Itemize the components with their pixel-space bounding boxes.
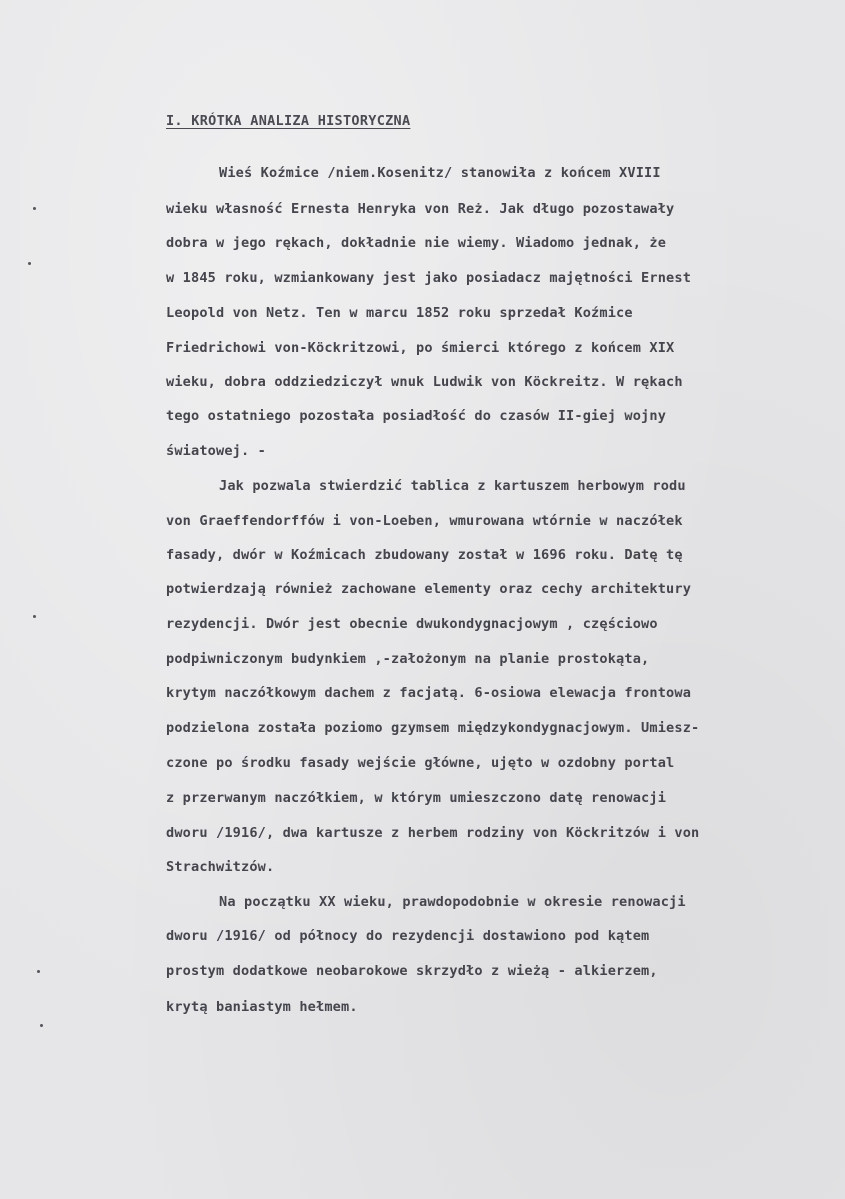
text-line: prostym dodatkowe neobarokowe skrzydło z wieżą - alkierzem, — [166, 963, 658, 979]
text-line: Na początku XX wieku, prawdopodobnie w okresie renowacji — [219, 894, 686, 910]
text-line: światowej. - — [166, 443, 267, 459]
margin-mark — [37, 970, 40, 973]
text-line: z przerwanym naczółkiem, w którym umieszczono datę renowacji — [166, 790, 667, 806]
text-line: krytym naczółkowym dachem z facjatą. 6-osiowa elewacja frontowa — [166, 685, 692, 701]
text-line: dworu /1916/ od północy do rezydencji dostawiono pod kątem — [166, 928, 650, 944]
text-line: podpiwniczonym budynkiem ,-założonym na planie prostokąta, — [166, 651, 650, 667]
text-line: tego ostatniego pozostała posiadłość do czasów II-giej wojny — [166, 408, 667, 424]
text-line: w 1845 roku, wzmiankowany jest jako posiadacz majętności Ernest — [166, 270, 692, 286]
text-line: dworu /1916/, dwa kartusze z herbem rodziny von Köckritzów i von — [166, 825, 700, 841]
text-line: podzielona została poziomo gzymsem międzykondygnacjowym. Umiesz- — [166, 720, 700, 736]
margin-mark — [33, 207, 36, 210]
text-line: fasady, dwór w Koźmicach zbudowany został w 1696 roku. Datę tę — [166, 547, 683, 563]
text-line: potwierdzają również zachowane elementy oraz cechy architektury — [166, 581, 692, 597]
text-line: wieku własność Ernesta Henryka von Reż. Jak długo pozostawały — [166, 201, 675, 217]
text-line: czone po środku fasady wejście główne, ujęto w ozdobny portal — [166, 755, 675, 771]
text-line: wieku, dobra oddziedziczył wnuk Ludwik von Köckreitz. W rękach — [166, 374, 683, 390]
text-line: dobra w jego rękach, dokładnie nie wiemy. Wiadomo jednak, że — [166, 235, 667, 251]
margin-mark — [33, 615, 36, 618]
text-line: Jak pozwala stwierdzić tablica z kartuszem herbowym rodu — [219, 478, 686, 494]
text-line: Leopold von Netz. Ten w marcu 1852 roku sprzedał Koźmice — [166, 305, 633, 321]
margin-mark — [28, 262, 31, 265]
text-line: rezydencji. Dwór jest obecnie dwukondygnacjowym , częściowo — [166, 616, 658, 632]
text-line: Strachwitzów. — [166, 859, 275, 875]
section-heading: I. KRÓTKA ANALIZA HISTORYCZNA — [166, 113, 411, 129]
text-line: krytą baniastym hełmem. — [166, 999, 358, 1015]
text-line: Wieś Koźmice /niem.Kosenitz/ stanowiła z końcem XVIII — [219, 165, 661, 181]
margin-mark — [40, 1024, 43, 1027]
text-line: von Graeffendorffów i von-Loeben, wmurowana wtórnie w naczółek — [166, 513, 683, 529]
text-line: Friedrichowi von-Köckritzowi, po śmierci którego z końcem XIX — [166, 340, 675, 356]
